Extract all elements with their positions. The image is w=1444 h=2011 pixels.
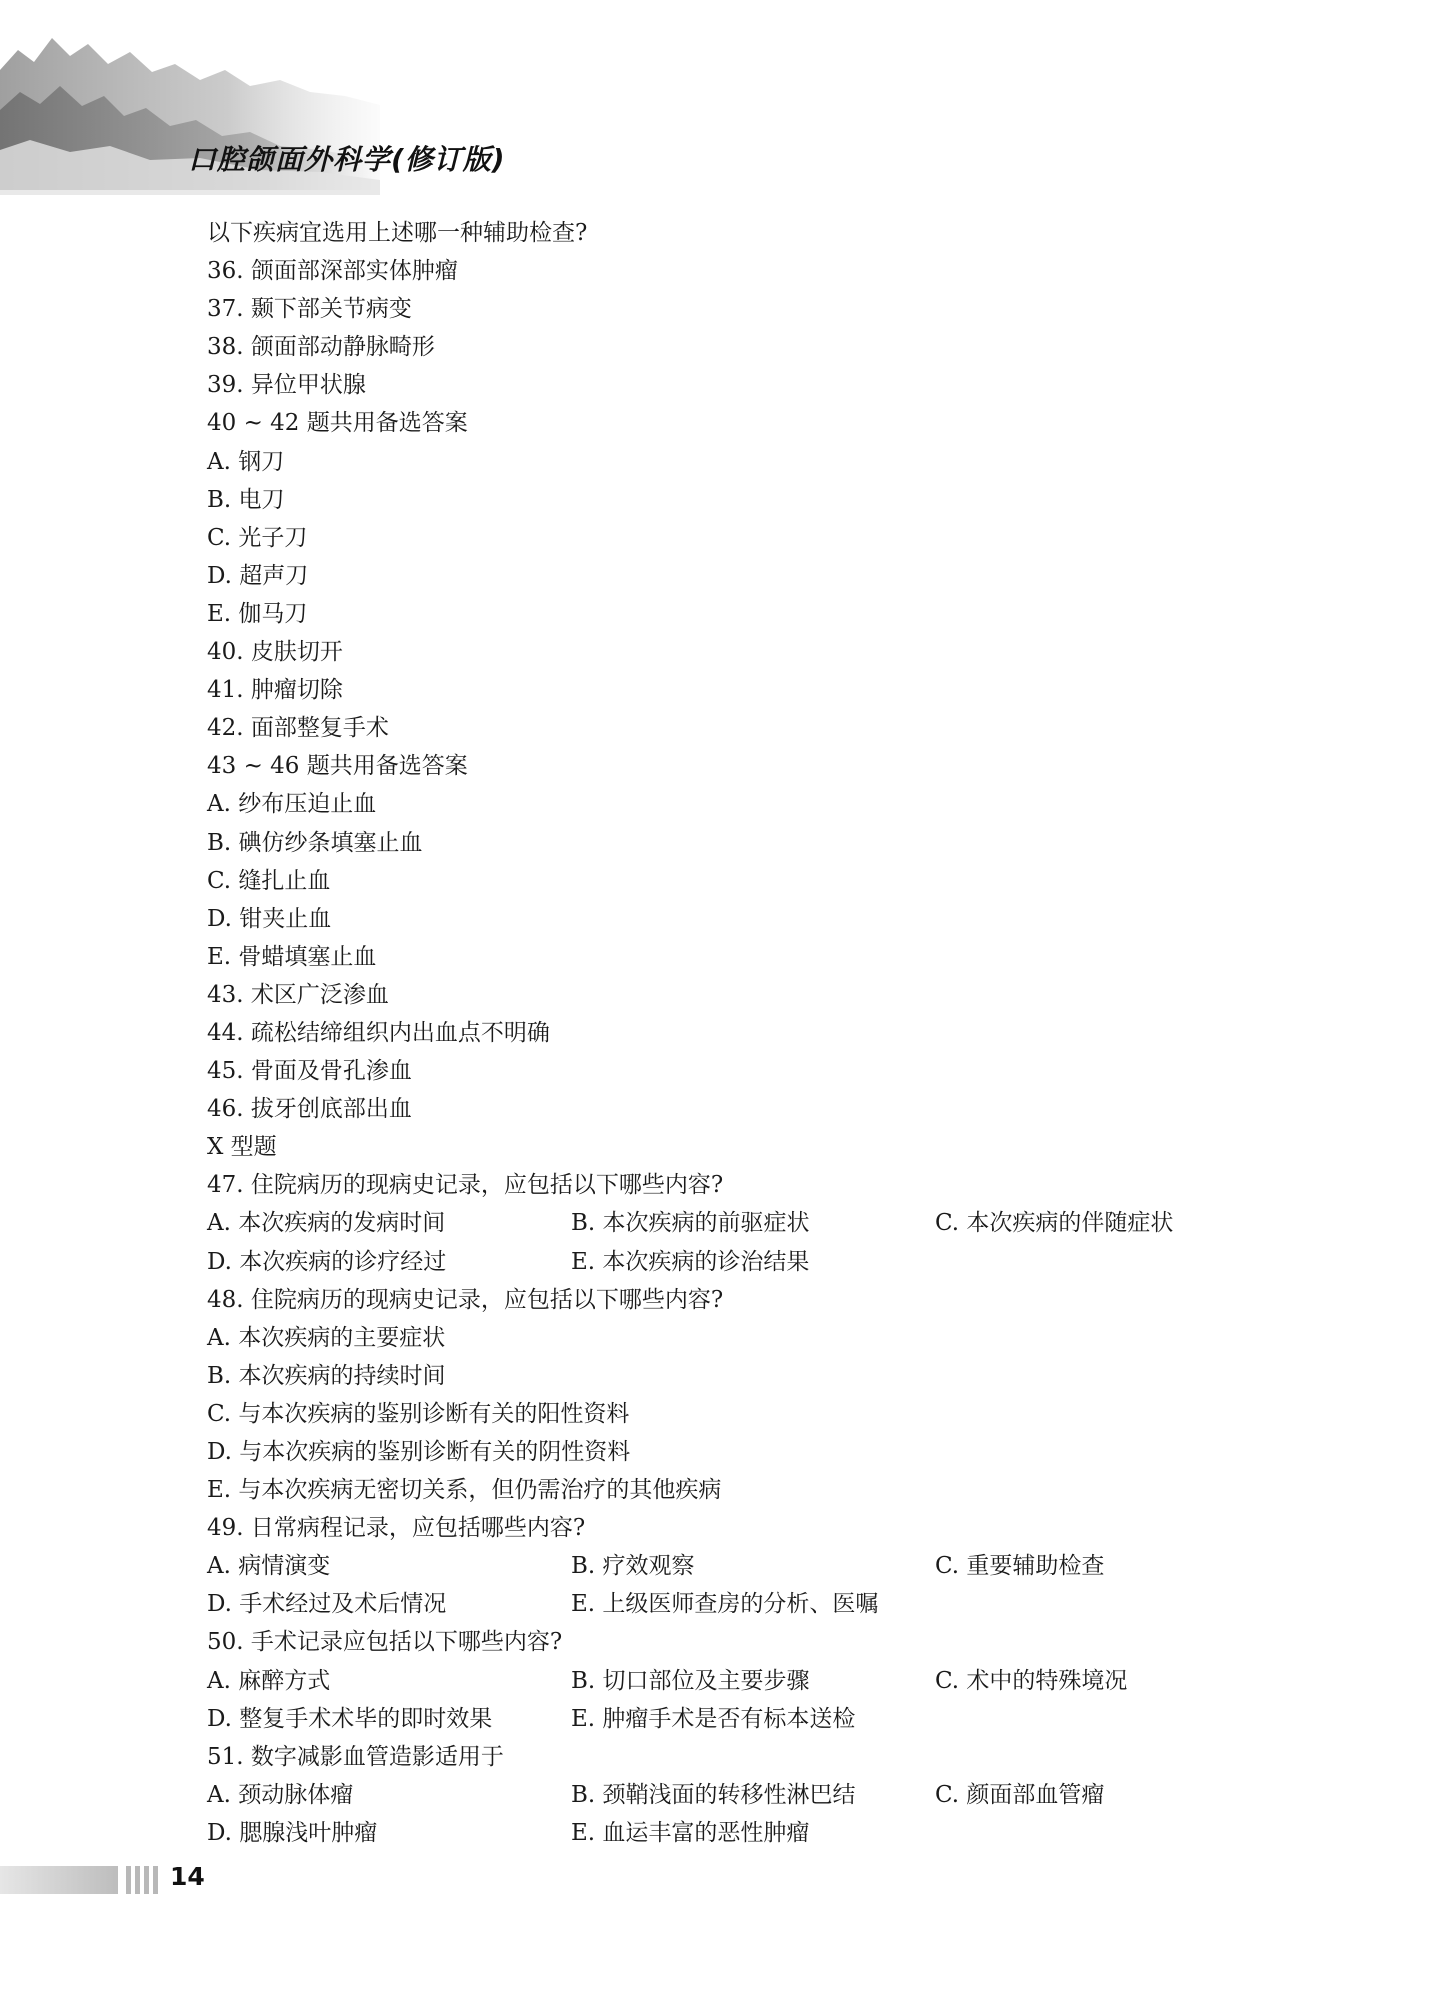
answer-option: D. 本次疾病的诊疗经过 [207,1248,447,1275]
answer-option: A. 纱布压迫止血 [207,791,377,818]
answer-option: B. 电刀 [207,486,285,513]
question-item: 41. 肿瘤切除 [207,677,343,704]
option-row [207,1662,1267,1700]
answer-option: D. 腮腺浅叶肿瘤 [207,1819,378,1846]
group-heading: 40 ~ 42 题共用备选答案 [207,410,468,437]
footer-bar [0,1866,118,1894]
answer-option: A. 钢刀 [207,448,285,475]
answer-option: B. 本次疾病的持续时间 [207,1362,446,1389]
footer-stripe [126,1866,131,1894]
answer-option: B. 疗效观察 [571,1553,695,1580]
question-item: 37. 颞下部关节病变 [207,296,412,323]
book-title: 口腔颌面外科学(修订版) [188,143,506,176]
question-item: 46. 拔牙创底部出血 [207,1096,412,1123]
answer-option: C. 术中的特殊境况 [935,1667,1128,1694]
option-row [207,1243,1267,1281]
option-row [207,1814,1267,1852]
question-stem: 47. 住院病历的现病史记录，应包括以下哪些内容? [207,1172,724,1199]
answer-option: A. 颈动脉体瘤 [207,1781,354,1808]
answer-option: D. 手术经过及术后情况 [207,1591,447,1618]
group-heading: 43 ~ 46 题共用备选答案 [207,753,468,780]
question-item: 45. 骨面及骨孔渗血 [207,1058,412,1085]
answer-option: E. 本次疾病的诊治结果 [571,1248,810,1275]
question-item: 43. 术区广泛渗血 [207,981,389,1008]
page-number: 14 [170,1862,205,1891]
question-stem: 51. 数字减影血管造影适用于 [207,1743,504,1770]
answer-option: E. 肿瘤手术是否有标本送检 [571,1705,856,1732]
answer-option: E. 伽马刀 [207,600,308,627]
answer-option: D. 与本次疾病的鉴别诊断有关的阴性资料 [207,1439,631,1465]
footer-stripe [153,1866,158,1894]
question-item: 38. 颌面部动静脉畸形 [207,334,435,361]
question-item: 36. 颌面部深部实体肿瘤 [207,258,458,285]
question-item: 40. 皮肤切开 [207,639,343,666]
question-stem: 48. 住院病历的现病史记录，应包括以下哪些内容? [207,1286,724,1313]
footer-stripe [144,1866,149,1894]
answer-option: B. 碘仿纱条填塞止血 [207,829,423,856]
question-content [207,214,1267,1852]
question-stem: 49. 日常病程记录，应包括哪些内容? [207,1515,586,1542]
option-row [207,1585,1267,1623]
answer-option: C. 颜面部血管瘤 [935,1781,1105,1808]
option-row [207,1547,1267,1585]
option-row [207,1776,1267,1814]
page-header [0,0,506,195]
answer-option: B. 本次疾病的前驱症状 [571,1210,810,1237]
answer-option: E. 与本次疾病无密切关系，但仍需治疗的其他疾病 [207,1477,722,1504]
footer-stripe [135,1866,140,1894]
question-item: 42. 面部整复手术 [207,715,389,742]
question-item: 39. 异位甲状腺 [207,372,366,399]
answer-option: D. 钳夹止血 [207,905,332,932]
answer-option: A. 麻醉方式 [207,1667,331,1694]
answer-option: E. 上级医师查房的分析、医嘱 [571,1591,879,1618]
text-line: 以下疾病宜选用上述哪一种辅助检查? [207,220,588,246]
option-row [207,1204,1267,1242]
answer-option: A. 病情演变 [207,1553,331,1580]
answer-option: C. 缝扎止血 [207,867,331,894]
question-stem: 50. 手术记录应包括以下哪些内容? [207,1629,563,1656]
answer-option: C. 本次疾病的伴随症状 [935,1210,1174,1237]
answer-option: D. 整复手术术毕的即时效果 [207,1705,493,1732]
answer-option: C. 与本次疾病的鉴别诊断有关的阳性资料 [207,1400,630,1427]
answer-option: D. 超声刀 [207,562,309,589]
answer-option: B. 颈鞘浅面的转移性淋巴结 [571,1781,856,1808]
answer-option: B. 切口部位及主要步骤 [571,1667,810,1694]
answer-option: E. 血运丰富的恶性肿瘤 [571,1819,810,1846]
question-item: 44. 疏松结缔组织内出血点不明确 [207,1019,550,1046]
answer-option: E. 骨蜡填塞止血 [207,943,377,970]
page-footer [0,1860,400,1896]
answer-option: A. 本次疾病的发病时间 [207,1210,446,1237]
section-heading: X 型题 [207,1134,277,1161]
option-row [207,1700,1267,1738]
answer-option: C. 重要辅助检查 [935,1553,1105,1580]
answer-option: C. 光子刀 [207,524,308,551]
answer-option: A. 本次疾病的主要症状 [207,1324,446,1351]
